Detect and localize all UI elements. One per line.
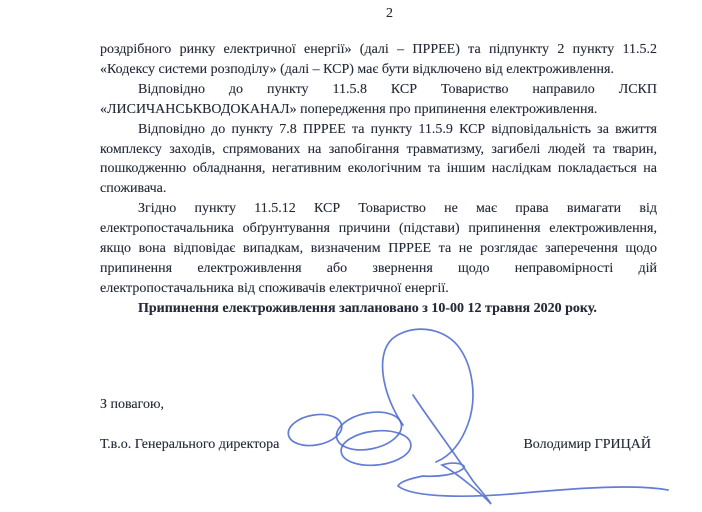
text-line: електропостачальника від споживачів електричної енергії.: [100, 280, 449, 296]
paragraph: [100, 199, 657, 299]
closing-salutation: З повагою,: [100, 396, 164, 412]
text-line: роздрібного ринку електричної енергії» (далі – ПРРЕЕ) та підпункту 2 пункту 11.5.2: [100, 42, 657, 57]
text-line: пошкодженню обладнання, негативним екологічним та іншим наслідкам покладається на: [100, 161, 657, 177]
text-line: Відповідно до пункту 7.8 ПРРЕЕ та пункту 11.5.9 КСР відповідальність за вжиття: [138, 121, 657, 137]
text-line: електропостачальника обґрунтування причини (підстави) припинення електроживлення,: [100, 221, 657, 237]
paragraph: [100, 40, 657, 80]
shutdown-notice-line: Припинення електроживлення заплановано з 10-00 12 травня 2020 року.: [138, 300, 597, 316]
paragraph: [100, 120, 657, 200]
paragraph: [100, 80, 657, 120]
text-line: якщо вона відповідає випадкам, визначеним ПРРЕЕ та не розглядає заперечення щодо: [100, 241, 657, 257]
text-line: припинення електроживлення або звернення щодо неправомірності дій: [100, 260, 657, 276]
text-line: «ЛИСИЧАНСЬКВОДОКАНАЛ» попередження про припинення електроживлення.: [100, 101, 598, 117]
text-line: комплексу заходів, спрямованих на запобігання травматизму, загибелі людей та тварин,: [100, 141, 657, 157]
text-line: Згідно пункту 11.5.12 КСР Товариство не має права вимагати від: [138, 201, 657, 217]
signer-title: Т.в.о. Генерального директора: [100, 436, 280, 452]
text-line: «Кодексу системи розподілу» (далі – КСР) має бути відключено від електроживлення.: [100, 61, 614, 77]
signature-row: [100, 435, 657, 455]
page-number: 2: [386, 6, 393, 21]
text-line: споживача.: [100, 181, 167, 197]
signer-name: Володимир ГРИЦАЙ: [523, 436, 651, 452]
text-line: Відповідно до пункту 11.5.8 КСР Товариство направило ЛСКП: [138, 81, 657, 97]
letter-body: [100, 40, 657, 455]
